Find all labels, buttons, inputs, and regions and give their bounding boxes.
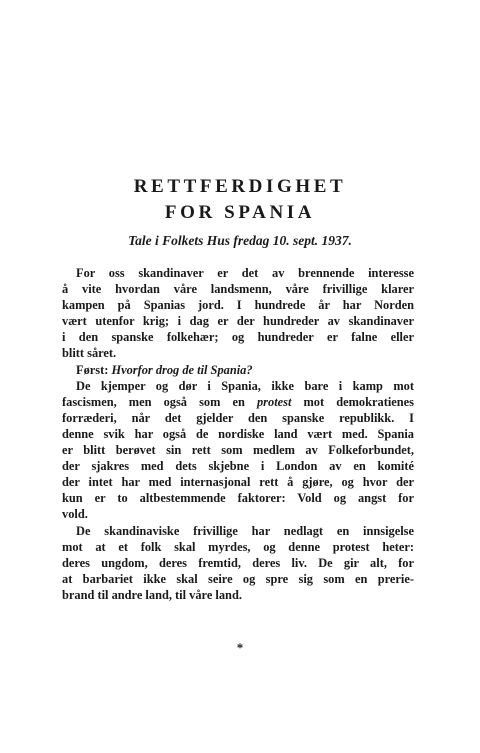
text-line: der sjakres med dets skjebne i London av en komité xyxy=(62,459,414,474)
text-line: deres ungdom, deres fremtid, deres liv. De gir alt, for xyxy=(62,555,414,570)
text-line xyxy=(62,362,414,378)
italic-word: protest xyxy=(256,394,292,409)
text-line: kun er to altbestemmende faktorer: Vold og angst for xyxy=(62,491,414,506)
text-line: vold. xyxy=(62,507,88,522)
text-line: De skandinaviske frivillige har nedlagt en innsigelse xyxy=(76,523,414,538)
text-line: der intet har med internasjonal rett å gjøre, og hvor der xyxy=(62,475,414,490)
text-fragment: fascismen, men også som en xyxy=(62,394,257,409)
lead-text: Først: xyxy=(76,362,112,377)
text-line: For oss skandinaver er det av brennende interesse xyxy=(76,266,414,280)
text-line: at barbariet ikke skal seire og spre sig som en prerie- xyxy=(62,571,414,586)
text-line: forræderi, når det gjelder den spanske republikk. I xyxy=(62,410,414,425)
text-line: å vite hvordan våre landsmenn, våre frivillige klarer xyxy=(62,282,414,297)
text-line: denne svik har også de nordiske land vært med. Spania xyxy=(62,426,414,441)
text-line: er blitt berøvet sin rett som medlem av Folkeforbundet, xyxy=(62,443,414,458)
text-line: mot at et folk skal myrdes, og denne protest heter: xyxy=(62,539,414,554)
text-line: De kjemper og dør i Spania, ikke bare i kamp mot xyxy=(76,378,414,393)
text-fragment: mot demokratienes xyxy=(291,394,414,409)
lead-question: Hvorfor drog de til Spania? xyxy=(111,362,253,377)
text-line: i den spanske folkehær; og hundreder er falne eller xyxy=(62,330,414,345)
text-line: brand til andre land, til våre land. xyxy=(62,587,242,602)
section-ornament: * xyxy=(236,640,244,655)
body-text xyxy=(62,265,414,603)
text-line: blitt såret. xyxy=(62,346,117,361)
chapter-title-line-2: FOR SPANIA xyxy=(164,202,316,223)
text-line xyxy=(62,394,414,410)
text-line: vært utenfor krig; i dag er der hundreder av skandinaver xyxy=(62,314,414,329)
chapter-subtitle: Tale i Folkets Hus fredag 10. sept. 1937. xyxy=(128,233,352,248)
chapter-title-line-1: RETTFERDIGHET xyxy=(133,176,347,197)
text-line: kampen på Spanias jord. I hundrede år har Norden xyxy=(62,298,414,313)
